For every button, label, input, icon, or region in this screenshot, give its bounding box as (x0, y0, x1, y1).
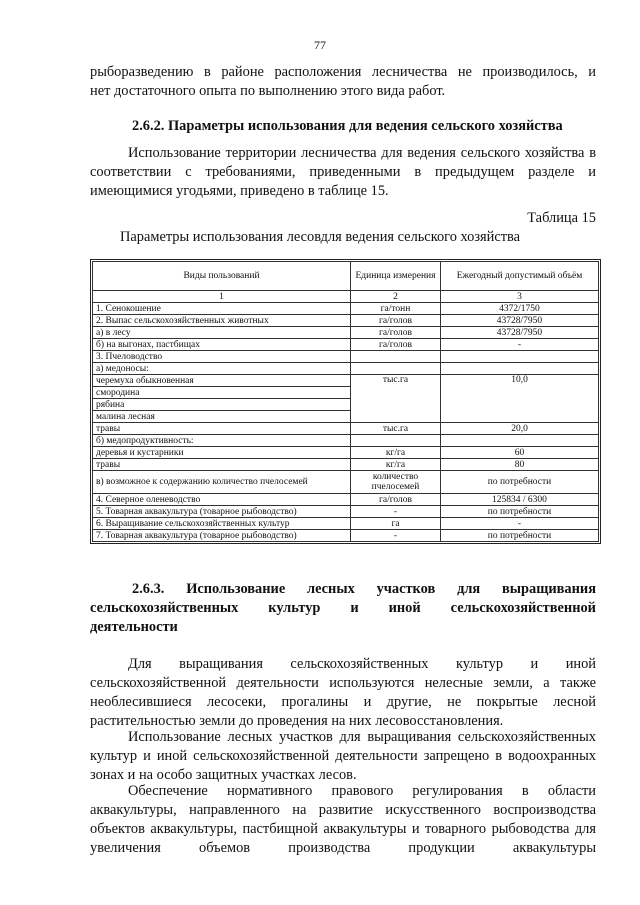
heading-line-2 (90, 599, 596, 618)
row-unit: кг/га (351, 447, 441, 459)
parameters-table (92, 261, 599, 542)
row-volume (441, 363, 599, 375)
row-name: 7. Товарная аквакультура (товарное рыбоводство) (93, 530, 351, 542)
heading-word: 2.6.3. (132, 581, 165, 597)
row-name: травы (93, 459, 351, 471)
row-unit: - (351, 530, 441, 542)
row-name: деревья и кустарники (93, 447, 351, 459)
row-volume: 4372/1750 (441, 303, 599, 315)
table-row (93, 459, 599, 471)
table-row (93, 518, 599, 530)
table-title: Параметры использования лесовдля ведения сельского хозяйства (119, 229, 521, 245)
row-volume: по потребности (441, 530, 599, 542)
heading-word: для (457, 581, 481, 597)
row-volume: по потребности (441, 506, 599, 518)
col-number: 1 (93, 291, 351, 303)
row-unit: тыс.га (351, 375, 441, 423)
heading-word: сельскохозяйственной (450, 600, 596, 616)
section-263-paragraph-1: Для выращивания сельскохозяйственных культур и иной сельскохозяйственной деятельности используются нелесные земли, а также необлесившиеся лесосеки, прогалины и другие, не покрытые лесной растительностью земли до проведения на них лесовосстановления. (90, 656, 596, 729)
row-unit: га/голов (351, 339, 441, 351)
header-unit: Единица измерения (351, 262, 441, 291)
heading-line-3: деятельности (90, 619, 178, 635)
row-unit: кг/га (351, 459, 441, 471)
col-number: 2 (351, 291, 441, 303)
table-row (93, 435, 599, 447)
row-name: 1. Сенокошение (93, 303, 351, 315)
table-row (93, 506, 599, 518)
row-unit: га/голов (351, 315, 441, 327)
table-header-row (93, 262, 599, 291)
row-volume: - (441, 518, 599, 530)
row-name: рябина (93, 399, 351, 411)
row-unit: - (351, 506, 441, 518)
row-unit: га/тонн (351, 303, 441, 315)
row-unit: тыс.га (351, 423, 441, 435)
row-name: 6. Выращивание сельскохозяйственных культур (93, 518, 351, 530)
section-263-heading (90, 580, 596, 637)
table-row (93, 530, 599, 542)
row-name: 4. Северное оленеводство (93, 494, 351, 506)
row-volume: 80 (441, 459, 599, 471)
heading-word: выращивания (502, 581, 596, 597)
table-row (93, 303, 599, 315)
row-volume: по потребности (441, 471, 599, 494)
row-volume: - (441, 339, 599, 351)
page-number: 77 (314, 38, 326, 52)
table-row (93, 375, 599, 387)
row-unit (351, 351, 441, 363)
row-volume: 43728/7950 (441, 327, 599, 339)
table-row (93, 494, 599, 506)
table-row (93, 447, 599, 459)
row-volume: 43728/7950 (441, 315, 599, 327)
table-row (93, 471, 599, 494)
row-name: 3. Пчеловодство (93, 351, 351, 363)
col-number: 3 (441, 291, 599, 303)
section-263-paragraph-2: Использование лесных участков для выращивания сельскохозяйственных культур и иной сельскохозяйственной деятельности запрещено в водоохранных зонах и на особо защитных участках лесов. (90, 729, 596, 783)
row-name: б) медопродуктивность: (93, 435, 351, 447)
heading-word: сельскохозяйственных (90, 600, 239, 616)
table-15 (90, 259, 601, 544)
heading-word: культур (268, 600, 321, 616)
row-name: смородина (93, 387, 351, 399)
table-row (93, 423, 599, 435)
row-volume (441, 435, 599, 447)
heading-word: и (350, 600, 359, 616)
row-volume: 60 (441, 447, 599, 459)
row-name: травы (93, 423, 351, 435)
intro-paragraph (90, 63, 596, 101)
section-262-paragraph: Использование территории лесничества для ведения сельского хозяйства в соответствии с требованиями, приведенными в предыдущем разделе и имеющимися угодьями, приведено в таблице 15. (90, 145, 596, 199)
table-label: Таблица 15 (527, 210, 596, 226)
table-row (93, 315, 599, 327)
row-volume: 125834 / 6300 (441, 494, 599, 506)
row-name: черемуха обыкновенная (93, 375, 351, 387)
row-unit (351, 435, 441, 447)
heading-word: лесных (307, 581, 355, 597)
section-263-paragraph-3: Обеспечение нормативного правового регулирования в области аквакультуры, направленного на развитие искусственного воспроизводства объектов аквакультуры, пастбищной аквакультуры и товарного рыбоводства для увеличения объемов производства продукции аквакультуры (90, 783, 596, 856)
row-unit: га (351, 518, 441, 530)
table-row (93, 351, 599, 363)
heading-word: Использование (186, 581, 286, 597)
table-row (93, 339, 599, 351)
table-column-numbers (93, 291, 599, 303)
row-name: 2. Выпас сельскохозяйственных животных (93, 315, 351, 327)
row-volume: 10,0 (441, 375, 599, 423)
row-name: а) медоносы: (93, 363, 351, 375)
intro-line-1: рыборазведению в районе расположения лесничества не производилось, и (90, 64, 596, 80)
heading-word: участков (376, 581, 436, 597)
row-name: б) на выгонах, пастбищах (93, 339, 351, 351)
row-name: а) в лесу (93, 327, 351, 339)
row-volume: 20,0 (441, 423, 599, 435)
row-unit: га/голов (351, 494, 441, 506)
row-unit: га/голов (351, 327, 441, 339)
intro-line-2: нет достаточного опыта по выполнению этого вида работ. (90, 83, 446, 99)
row-unit: количество пчелосемей (351, 471, 441, 494)
row-unit (351, 363, 441, 375)
header-usage-type: Виды пользований (93, 262, 351, 291)
table-row (93, 363, 599, 375)
row-name: в) возможное к содержанию количество пчелосемей (93, 471, 351, 494)
row-name: 5. Товарная аквакультура (товарное рыбоводство) (93, 506, 351, 518)
row-name: малина лесная (93, 411, 351, 423)
row-volume (441, 351, 599, 363)
heading-word: иной (388, 600, 421, 616)
header-volume: Ежегодный допустимый объём (441, 262, 599, 291)
table-row (93, 327, 599, 339)
heading-line-1 (90, 580, 596, 599)
section-262-heading: 2.6.2. Параметры использования для ведения сельского хозяйства (132, 118, 563, 134)
